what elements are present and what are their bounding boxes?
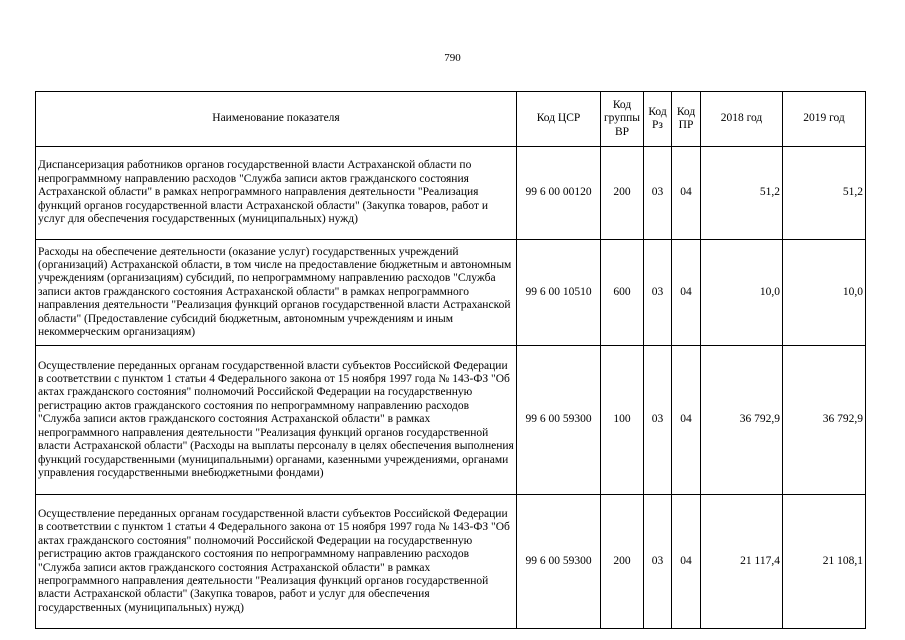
- row-2019: 36 792,9: [783, 346, 866, 495]
- row-2019: 10,0: [783, 240, 866, 346]
- header-pr: Код ПР: [672, 92, 701, 147]
- row-name: Диспансеризация работников органов государственной власти Астраханской области по непрограммному направлению расходов "Служба записи актов гражданского состояния Астраханской области" в рамках непрограммного направления деятельности "Реализация функций органов государственной власти Астраханской области" (Закупка товаров, работ и услуг для обеспечения государственных (муниципальных) нужд): [36, 147, 517, 240]
- row-pr: 04: [672, 495, 701, 629]
- header-name: Наименование показателя: [36, 92, 517, 147]
- header-csr: Код ЦСР: [517, 92, 601, 147]
- row-group: 200: [601, 147, 644, 240]
- table-row: [36, 346, 866, 495]
- row-csr: 99 6 00 59300: [517, 346, 601, 495]
- row-pr: 04: [672, 147, 701, 240]
- row-group: 200: [601, 495, 644, 629]
- row-rz: 03: [644, 346, 672, 495]
- row-csr: 99 6 00 00120: [517, 147, 601, 240]
- row-rz: 03: [644, 240, 672, 346]
- row-2018: 51,2: [701, 147, 783, 240]
- header-2018: 2018 год: [701, 92, 783, 147]
- row-pr: 04: [672, 240, 701, 346]
- row-rz: 03: [644, 147, 672, 240]
- header-2019: 2019 год: [783, 92, 866, 147]
- table-row: [36, 240, 866, 346]
- row-csr: 99 6 00 59300: [517, 495, 601, 629]
- row-csr: 99 6 00 10510: [517, 240, 601, 346]
- row-group: 600: [601, 240, 644, 346]
- row-2019: 51,2: [783, 147, 866, 240]
- row-name: Расходы на обеспечение деятельности (оказание услуг) государственных учреждений (организаций) Астраханской области, в том числе на предоставление бюджетным и автономным учреждениям (организациям) субсидий, по непрограммному направлению расходов "Служба записи актов гражданского состояния Астраханской области" в рамках непрограммного направления деятельности "Реализация функций органов государственной власти Астраханской области" (Предоставление субсидий бюджетным, автономным учреждениям и иным некоммерческим организациям): [36, 240, 517, 346]
- row-name: Осуществление переданных органам государственной власти субъектов Российской Федерации в соответствии с пунктом 1 статьи 4 Федерального закона от 15 ноября 1997 года № 143-ФЗ "Об актах гражданского состояния" полномочий Российской Федерации на государственную регистрацию актов гражданского состояния по непрограммному направлению расходов "Служба записи актов гражданского состояния Астраханской области" в рамках непрограммного направления деятельности "Реализация функций органов государственной власти Астраханской области" (Закупка товаров, работ и услуг для обеспечения государственных (муниципальных) нужд): [36, 495, 517, 629]
- table-row: [36, 147, 866, 240]
- header-group: Код группы ВР: [601, 92, 644, 147]
- row-2019: 21 108,1: [783, 495, 866, 629]
- table-header-row: [36, 92, 866, 147]
- budget-table: [35, 91, 866, 629]
- row-group: 100: [601, 346, 644, 495]
- page-number: 790: [444, 52, 461, 64]
- row-2018: 21 117,4: [701, 495, 783, 629]
- header-rz: Код Рз: [644, 92, 672, 147]
- row-2018: 10,0: [701, 240, 783, 346]
- row-2018: 36 792,9: [701, 346, 783, 495]
- table-row: [36, 495, 866, 629]
- row-rz: 03: [644, 495, 672, 629]
- row-pr: 04: [672, 346, 701, 495]
- row-name: Осуществление переданных органам государственной власти субъектов Российской Федерации в соответствии с пунктом 1 статьи 4 Федерального закона от 15 ноября 1997 года № 143-ФЗ "Об актах гражданского состояния" полномочий Российской Федерации на государственную регистрацию актов гражданского состояния по непрограммному направлению расходов "Служба записи актов гражданского состояния Астраханской области" в рамках непрограммного направления деятельности "Реализация функций органов государственной власти Астраханской области" (Расходы на выплаты персоналу в целях обеспечения выполнения функций государственными (муниципальными) органами, казенными учреждениями, органами управления государственными внебюджетными фондами): [36, 346, 517, 495]
